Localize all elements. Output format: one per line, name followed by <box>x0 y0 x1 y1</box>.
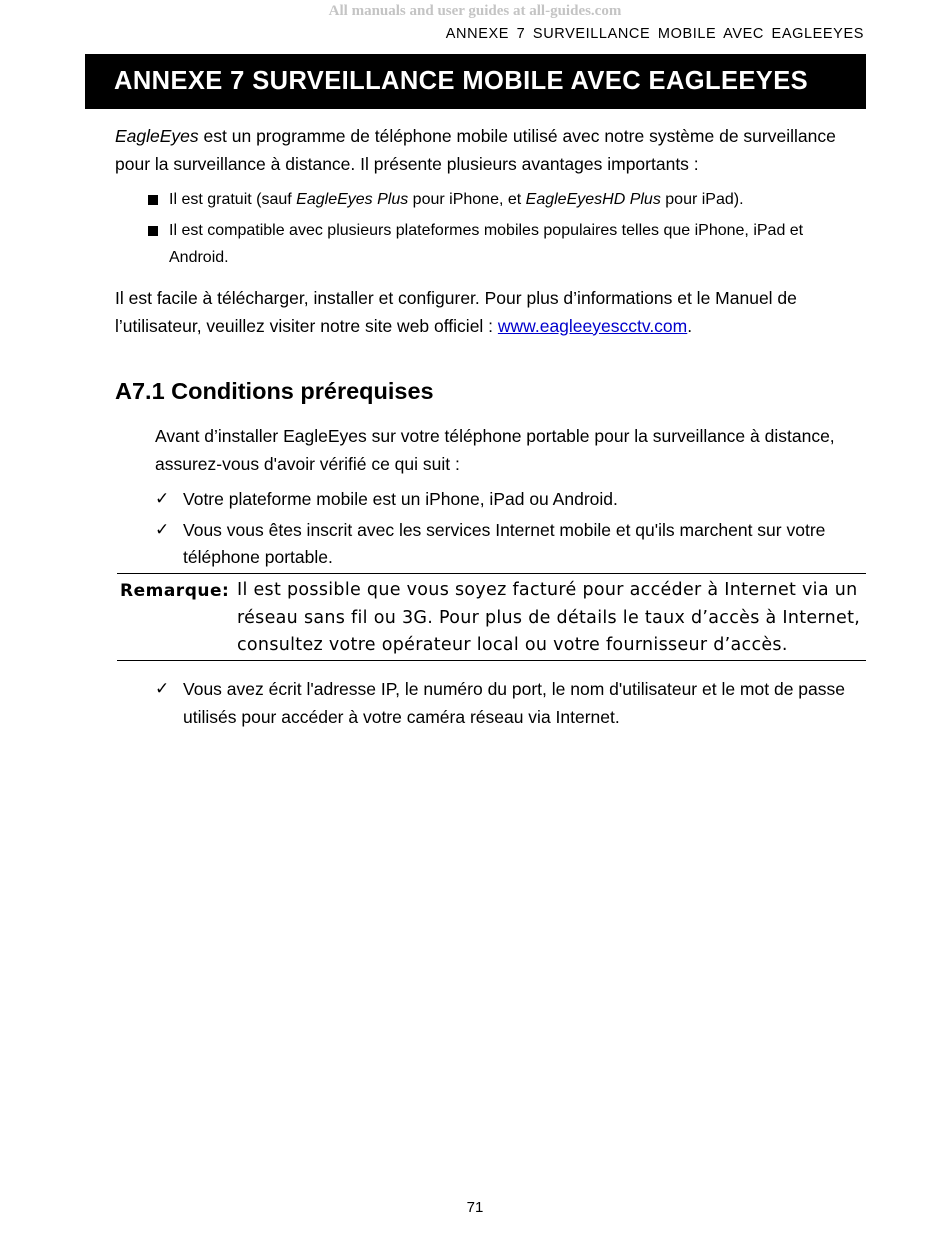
bullet-text: pour iPad). <box>660 191 744 208</box>
prerequisites-list-continued <box>155 676 870 734</box>
checkmark-icon: ✓ <box>155 679 170 699</box>
bullet-text: Il est compatible avec plusieurs plateformes mobiles populaires telles que iPhone, iPad et Android. <box>169 222 804 266</box>
download-text: Il est facile à télécharger, installer et configurer. Pour plus d’informations et le Manuel de l’utilisateur, veuillez visiter notre site web officiel : <box>115 288 797 336</box>
section-heading: A7.1 Conditions prérequises <box>115 378 434 404</box>
list-item <box>145 217 865 271</box>
advantages-list <box>145 186 865 275</box>
app-name: EagleEyes <box>115 126 199 146</box>
check-text: Votre plateforme mobile est un iPhone, iPad ou Android. <box>183 489 618 509</box>
bullet-text: Il est gratuit (sauf <box>169 191 297 208</box>
chapter-title-bar <box>85 54 866 109</box>
check-text: Vous vous êtes inscrit avec les services Internet mobile et qu'ils marchent sur votre téléphone portable. <box>183 519 826 567</box>
checkmark-icon: ✓ <box>155 489 170 509</box>
list-item <box>155 676 870 731</box>
note-box <box>117 573 866 661</box>
watermark: All manuals and user guides at all-guides.com <box>328 3 622 19</box>
square-bullet-icon <box>148 195 158 205</box>
list-item <box>155 517 870 572</box>
website-link[interactable]: www.eagleeyescctv.com <box>497 315 688 336</box>
list-item <box>155 486 870 514</box>
checkmark-icon: ✓ <box>155 519 170 540</box>
note-text: Il est possible que vous soyez facturé pour accéder à Internet via un réseau sans fil ou 3G. Pour plus de détails le taux d’accès à Internet, consultez votre opérateur local ou votre fournisseur d’accès. <box>237 580 861 655</box>
intro-paragraph <box>115 123 875 178</box>
product-name: EagleEyes Plus <box>296 191 409 208</box>
bullet-text: pour iPhone, et <box>408 191 526 208</box>
intro-text: est un programme de téléphone mobile utilisé avec notre système de surveillance pour la surveillance à distance. Il présente plusieurs avantages importants : <box>115 126 836 174</box>
download-paragraph <box>115 285 875 340</box>
note-label: Remarque: <box>120 581 230 601</box>
square-bullet-icon <box>148 226 158 236</box>
check-text: Vous avez écrit l'adresse IP, le numéro du port, le nom d'utilisateur et le mot de passe utilisés pour accéder à votre caméra réseau via Internet. <box>183 679 845 727</box>
running-header: ANNEXE 7 SURVEILLANCE MOBILE AVEC EAGLEEYES <box>445 26 864 42</box>
product-name: EagleEyesHD Plus <box>525 191 661 208</box>
download-end: . <box>687 315 693 336</box>
prerequisites-list <box>155 486 870 575</box>
page-number: 71 <box>466 1199 484 1216</box>
chapter-title: ANNEXE 7 SURVEILLANCE MOBILE AVEC EAGLEEYES <box>114 67 809 95</box>
prerequisites-intro: Avant d’installer EagleEyes sur votre téléphone portable pour la surveillance à distance, assurez-vous d'avoir vérifié ce qui suit : <box>155 426 835 474</box>
list-item <box>145 186 865 213</box>
